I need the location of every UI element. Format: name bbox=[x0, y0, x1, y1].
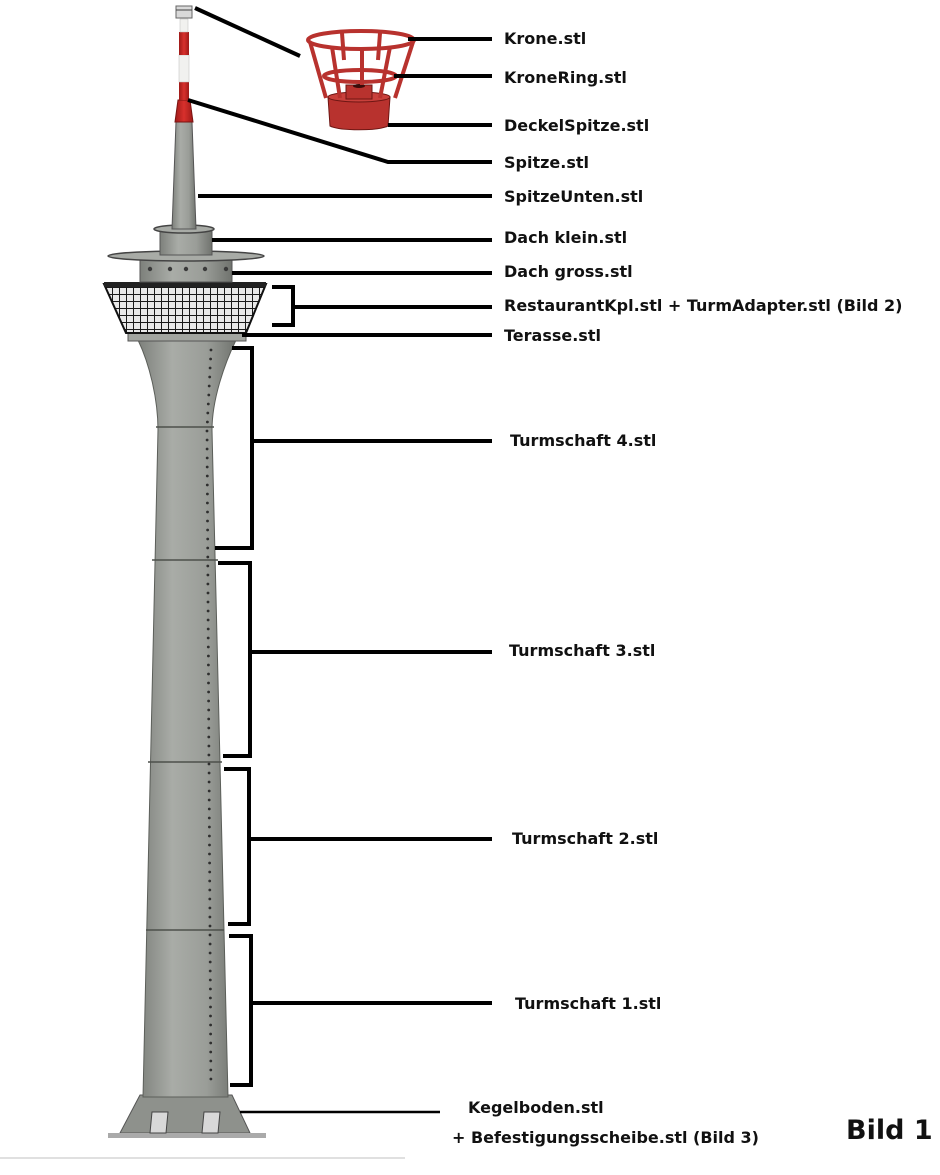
label-turmschaft1: Turmschaft 1.stl bbox=[515, 994, 662, 1013]
label-spitzeunten: SpitzeUnten.stl bbox=[504, 187, 644, 206]
leader-lines bbox=[188, 8, 492, 1085]
tower-shaft bbox=[138, 340, 236, 1097]
antenna-top-crown bbox=[176, 6, 192, 18]
figure-caption: Bild 1 bbox=[846, 1115, 933, 1146]
label-befestigung: + Befestigungsscheibe.stl (Bild 3) bbox=[452, 1128, 759, 1147]
label-restaurant: RestaurantKpl.stl + TurmAdapter.stl (Bild 2) bbox=[504, 296, 903, 315]
crown-detail bbox=[308, 31, 414, 130]
label-deckelspitze: DeckelSpitze.stl bbox=[504, 116, 650, 135]
base-opening-right bbox=[202, 1112, 220, 1133]
label-krone: Krone.stl bbox=[504, 29, 587, 48]
bracket-turmschaft3 bbox=[218, 563, 492, 756]
label-terasse: Terasse.stl bbox=[504, 326, 601, 345]
dach-klein-part bbox=[160, 230, 212, 255]
base-plate bbox=[108, 1133, 266, 1138]
spitze-part bbox=[175, 100, 193, 122]
base-opening-left bbox=[150, 1112, 168, 1133]
antenna-red-1 bbox=[179, 82, 189, 100]
bracket-turmschaft2 bbox=[224, 769, 492, 924]
kegelboden-part bbox=[120, 1095, 250, 1133]
label-turmschaft3: Turmschaft 3.stl bbox=[509, 641, 656, 660]
antenna-white-1 bbox=[179, 55, 189, 82]
spitze-unten-part bbox=[172, 122, 196, 229]
antenna-red-2 bbox=[179, 32, 189, 55]
label-turmschaft2: Turmschaft 2.stl bbox=[512, 829, 659, 848]
label-dach-gross: Dach gross.stl bbox=[504, 262, 633, 281]
label-turmschaft4: Turmschaft 4.stl bbox=[510, 431, 657, 450]
label-kronering: KroneRing.stl bbox=[504, 68, 627, 87]
label-spitze: Spitze.stl bbox=[504, 153, 590, 172]
label-kegelboden: Kegelboden.stl bbox=[468, 1098, 604, 1117]
bracket-restaurant bbox=[272, 287, 492, 325]
label-dach-klein: Dach klein.stl bbox=[504, 228, 628, 247]
restaurant-part bbox=[104, 284, 266, 333]
bracket-turmschaft1 bbox=[229, 936, 492, 1085]
antenna-white-2 bbox=[180, 19, 188, 32]
restaurant-rim bbox=[104, 282, 266, 287]
leader-antenna-top bbox=[195, 8, 300, 56]
tower bbox=[104, 6, 266, 1138]
bracket-turmschaft4 bbox=[215, 348, 492, 548]
